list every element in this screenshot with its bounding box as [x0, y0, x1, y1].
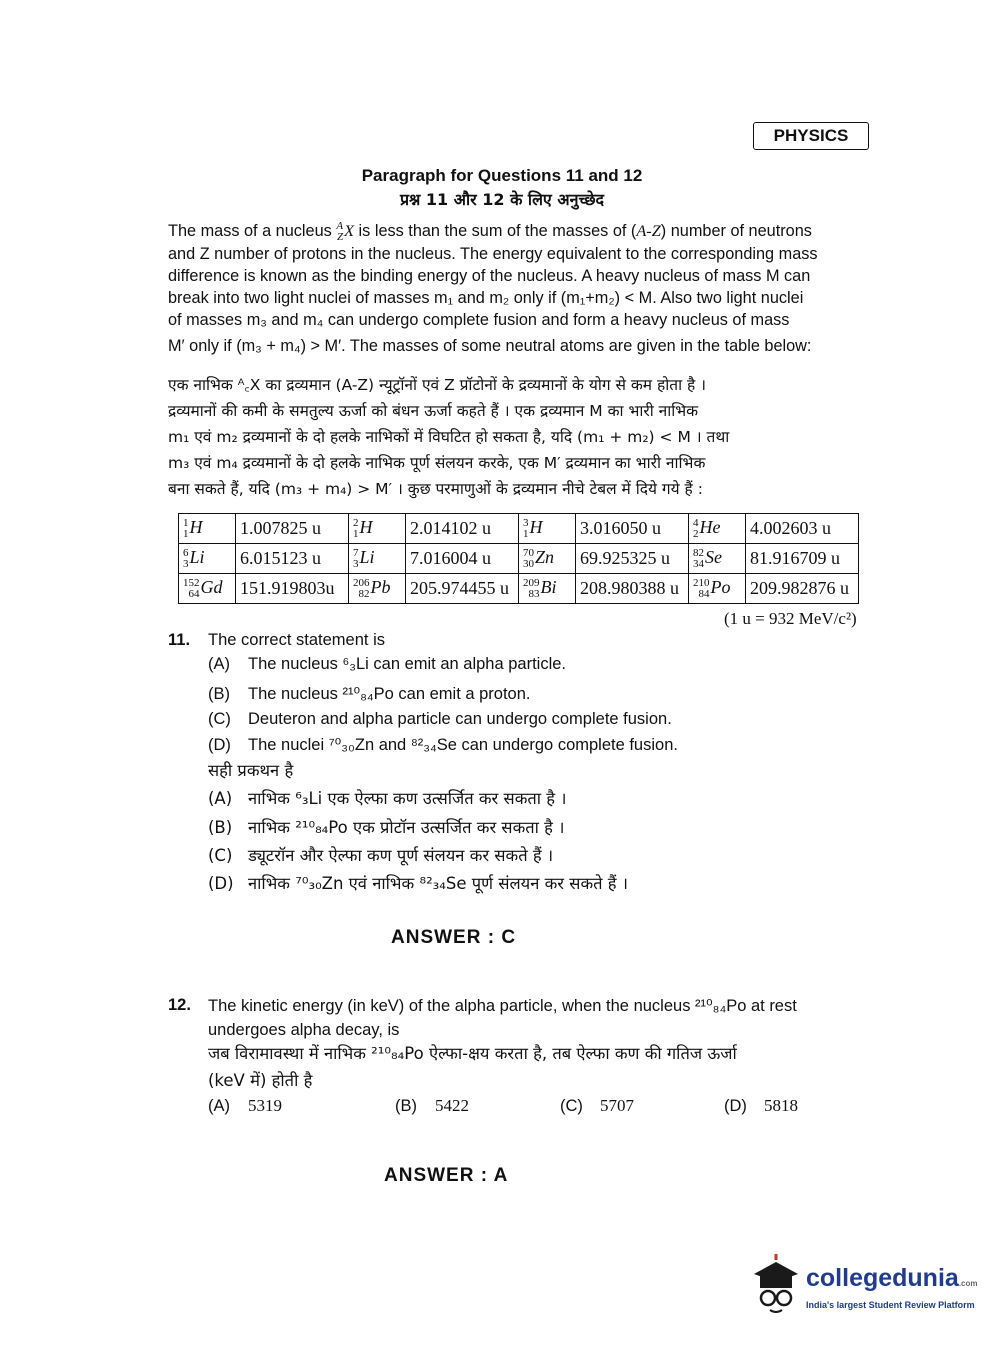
atomic-mass-cell: 209.982876 u [746, 574, 859, 604]
q11-option-c-en: (C) Deuteron and alpha particle can undergo complete fusion. [208, 710, 672, 728]
q11-answer: ANSWER : C [391, 927, 517, 948]
atomic-mass-table [178, 513, 859, 604]
logo-wordmark: collegedunia.com [806, 1264, 978, 1292]
para-hi-line-1: एक नाभिक ᴬ꜀X का द्रव्यमान (A-Z) न्यूट्रॉनों एवं Z प्रॉटोनों के द्रव्यमानों के योग से कम होता है । [168, 376, 707, 394]
para-en-line-2: and Z number of protons in the nucleus. The energy equivalent to the corresponding mass [168, 244, 818, 263]
q12-option-b: (B) 5422 [395, 1096, 469, 1115]
q12-stem-en-1: The kinetic energy (in keV) of the alpha particle, when the nucleus ²¹⁰₈₄Po at rest [208, 997, 797, 1015]
atomic-mass-cell: 1.007825 u [236, 514, 349, 544]
atomic-mass-cell: 6.015123 u [236, 544, 349, 574]
para-hi-line-2: द्रव्यमानों की कमी के समतुल्य ऊर्जा को बंधन ऊर्जा कहते हैं । एक द्रव्यमान M का भारी नाभिक [168, 402, 699, 420]
isotope-symbol-cell: 82 34 Se [689, 544, 746, 574]
mass-table-row [179, 514, 859, 544]
q12-option-d: (D) 5818 [724, 1096, 798, 1115]
q12-option-a: (A) 5319 [208, 1096, 282, 1115]
para-en-line-3: difference is known as the binding energy of the nucleus. A heavy nucleus of mass M can [168, 266, 811, 285]
q12-option-c: (C) 5707 [560, 1096, 634, 1115]
atomic-mass-cell: 69.925325 u [576, 544, 689, 574]
atomic-mass-cell: 7.016004 u [406, 544, 519, 574]
para-hi-line-3: m₁ एवं m₂ द्रव्यमानों के दो हलके नाभिकों में विघटित हो सकता है, यदि (m₁ + m₂) < M । तथा [168, 428, 730, 446]
isotope-symbol-cell: 209 83 Bi [519, 574, 576, 604]
q12-stem-hi-2: (keV में) होती है [208, 1071, 313, 1090]
mascot-icon [746, 1252, 806, 1322]
q11-stem-hi: सही प्रकथन है [208, 761, 294, 780]
atomic-mass-cell: 4.002603 u [746, 514, 859, 544]
q12-answer: ANSWER : A [384, 1165, 509, 1186]
mass-table-row [179, 544, 859, 574]
isotope-symbol-cell: 152 64 Gd [179, 574, 236, 604]
isotope-symbol-cell: 210 84 Po [689, 574, 746, 604]
isotope-symbol-cell: 6 3 Li [179, 544, 236, 574]
paragraph-en [168, 220, 868, 357]
collegedunia-logo [746, 1252, 978, 1327]
atomic-mass-cell: 2.014102 u [406, 514, 519, 544]
q11-option-b-hi: (B) नाभिक ²¹⁰₈₄Po एक प्रोटॉन उत्सर्जित कर सकता है । [208, 818, 565, 837]
para-hi-line-4: m₃ एवं m₄ द्रव्यमानों के दो हलके नाभिक पूर्ण संलयन करके, एक M′ द्रव्यमान का भारी नाभिक [168, 454, 706, 472]
q12-stem-en-2: undergoes alpha decay, is [208, 1021, 400, 1039]
paragraph-heading-en: Paragraph for Questions 11 and 12 [361, 166, 643, 185]
isotope-symbol-cell: 2 1 H [349, 514, 406, 544]
atomic-mass-cell: 81.916709 u [746, 544, 859, 574]
para-en-line-6: M′ only if (m₃ + m₄) > M′. The masses of some neutral atoms are given in the table below: [168, 336, 812, 355]
atomic-mass-cell: 151.919803u [236, 574, 349, 604]
q11-option-c-hi: (C) ड्यूटरॉन और ऐल्फा कण पूर्ण संलयन कर सकते हैं । [208, 846, 554, 865]
isotope-symbol-cell: 70 30 Zn [519, 544, 576, 574]
paragraph-hi [168, 372, 868, 502]
isotope-symbol-cell: 1 1 H [179, 514, 236, 544]
atomic-mass-cell: 205.974455 u [406, 574, 519, 604]
para-en-line-5: of masses m₃ and m₄ can undergo complete fusion and form a heavy nucleus of mass [168, 310, 790, 329]
q11-option-b-en: (B) The nucleus ²¹⁰₈₄Po can emit a proton. [208, 685, 531, 703]
q11-option-d-hi: (D) नाभिक ⁷⁰₃₀Zn एवं नाभिक ⁸²₃₄Se पूर्ण संलयन कर सकते हैं । [208, 874, 629, 893]
q11-option-a-en: (A) The nucleus ⁶₃Li can emit an alpha particle. [208, 655, 567, 673]
q12-stem-hi-1: जब विरामावस्था में नाभिक ²¹⁰₈₄Po ऐल्फा-क्षय करता है, तब ऐल्फा कण की गतिज ऊर्जा [208, 1044, 737, 1063]
q12-number: 12. [168, 996, 191, 1014]
q11-option-d-en: (D) The nuclei ⁷⁰₃₀Zn and ⁸²₃₄Se can undergo complete fusion. [208, 736, 678, 754]
paragraph-heading-hi: प्रश्न 11 और 12 के लिए अनुच्छेद [399, 190, 605, 209]
para-hi-line-5: बना सकते हैं, यदि (m₃ + m₄) > M′ । कुछ परमाणुओं के द्रव्यमान नीचे टेबल में दिये गये हैं : [168, 480, 703, 498]
logo-tagline: India's largest Student Review Platform [806, 1300, 975, 1310]
q11-stem-en: The correct statement is [208, 631, 385, 649]
subject-badge: PHYSICS [753, 122, 869, 150]
atomic-mass-cell: 3.016050 u [576, 514, 689, 544]
isotope-symbol-cell: 206 82 Pb [349, 574, 406, 604]
q11-number: 11. [168, 631, 191, 649]
isotope-symbol-cell: 7 3 Li [349, 544, 406, 574]
q11-option-a-hi: (A) नाभिक ⁶₃Li एक ऐल्फा कण उत्सर्जित कर सकता है । [208, 789, 567, 808]
para-en-line-1: The mass of a nucleus A Z X is less than the sum of the masses of (A-Z) number of neutrons [168, 219, 812, 243]
isotope-symbol-cell: 4 2 He [689, 514, 746, 544]
conversion-note: (1 u = 932 MeV/c²) [724, 609, 857, 628]
para-en-line-4: break into two light nuclei of masses m₁ and m₂ only if (m₁+m₂) < M. Also two light nuclei [168, 288, 804, 307]
atomic-mass-cell: 208.980388 u [576, 574, 689, 604]
mass-table-row [179, 574, 859, 604]
isotope-symbol-cell: 3 1 H [519, 514, 576, 544]
